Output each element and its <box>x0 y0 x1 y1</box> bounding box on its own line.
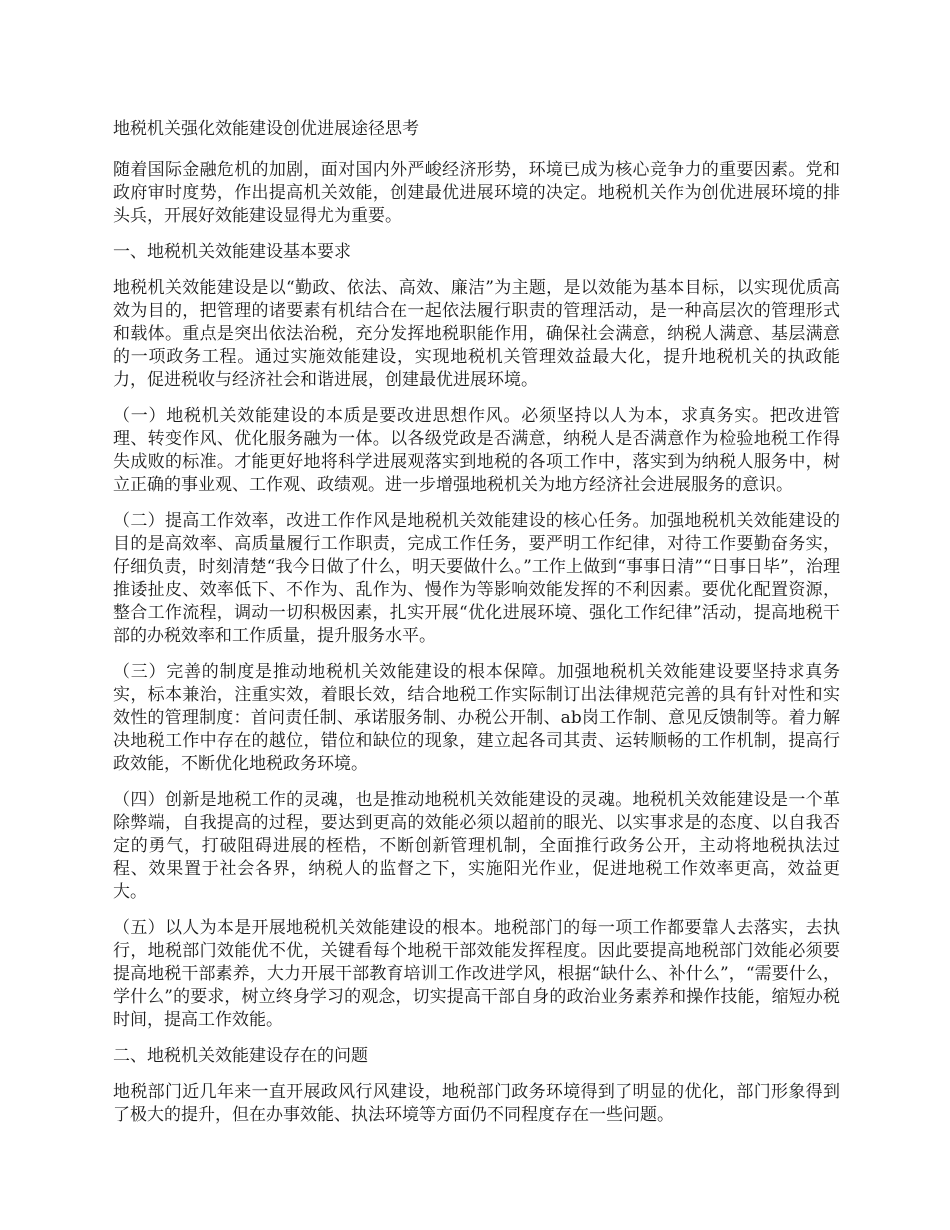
item-2-paragraph: （二）提高工作效率，改进工作作风是地税机关效能建设的核心任务。加强地税机关效能建设的目的是高效率、高质量履行工作职责，完成工作任务，要严明工作纪律，对待工作要勤奋务实，仔细负责，时刻清楚“我今日做了什么，明天要做什么。”工作上做到“事事日清”“日事日毕”，治理推诿扯皮、效率低下、不作为、乱作为、慢作为等影响效能发挥的不利因素。要优化配置资源，整合工作流程，调动一切积极因素，扎实开展“优化进展环境、强化工作纪律”活动，提高地税干部的办税效率和工作质量，提升服务水平。 <box>113 511 840 646</box>
document-title: 地税机关强化效能建设创优进展途径思考 <box>113 119 419 139</box>
section-2-paragraph: 地税部门近几年来一直开展政风行风建设，地税部门政务环境得到了明显的优化，部门形象得到了极大的提升，但在办事效能、执法环境等方面仍不同程度存在一些问题。 <box>113 1082 840 1125</box>
document-page <box>113 118 840 1140</box>
intro-paragraph: 随着国际金融危机的加剧，面对国内外严峻经济形势，环境已成为核心竞争力的重要因素。党和政府审时度势，作出提高机关效能，创建最优进展环境的决定。地税机关作为创优进展环境的排头兵，开展好效能建设显得尤为重要。 <box>113 160 840 226</box>
item-3-paragraph: （三）完善的制度是推动地税机关效能建设的根本保障。加强地税机关效能建设要坚持求真务实，标本兼治，注重实效，着眼长效，结合地税工作实际制订出法律规范完善的具有针对性和实效性的管理制度：首问责任制、承诺服务制、办税公开制、ab岗工作制、意见反馈制等。着力解决地税工作中存在的越位，错位和缺位的现象，建立起各司其责、运转顺畅的工作机制，提高行政效能，不断优化地税政务环境。 <box>113 662 840 774</box>
section-1-heading: 一、地税机关效能建设基本要求 <box>113 242 351 262</box>
item-4-paragraph: （四）创新是地税工作的灵魂，也是推动地税机关效能建设的灵魂。地税机关效能建设是一个革除弊端，自我提高的过程，要达到更高的效能必须以超前的眼光、以实事求是的态度、以自我否定的勇气，打破阻碍进展的桎梏，不断创新管理机制，全面推行政务公开，主动将地税执法过程、效果置于社会各界，纳税人的监督之下，实施阳光作业，促进地税工作效率更高，效益更大。 <box>113 790 840 902</box>
item-1-paragraph: （一）地税机关效能建设的本质是要改进思想作风。必须坚持以人为本，求真务实。把改进管理、转变作风、优化服务融为一体。以各级党政是否满意，纳税人是否满意作为检验地税工作得失成败的标准。才能更好地将科学进展观落实到地税的各项工作中，落实到为纳税人服务中，树立正确的事业观、工作观、政绩观。进一步增强地税机关为地方经济社会进展服务的意识。 <box>113 406 840 495</box>
item-5-paragraph: （五）以人为本是开展地税机关效能建设的根本。地税部门的每一项工作都要靠人去落实，去执行，地税部门效能优不优，关键看每个地税干部效能发挥程度。因此要提高地税部门效能必须要提高地税干部素养，大力开展干部教育培训工作改进学风，根据“缺什么、补什么”，“需要什么，学什么”的要求，树立终身学习的观念，切实提高干部自身的政治业务素养和操作技能，缩短办税时间，提高工作效能。 <box>113 918 840 1030</box>
section-2-heading: 二、地税机关效能建设存在的问题 <box>113 1046 368 1066</box>
section-1-paragraph: 地税机关效能建设是以“勤政、依法、高效、廉洁”为主题，是以效能为基本目标，以实现优质高效为目的，把管理的诸要素有机结合在一起依法履行职责的管理活动，是一种高层次的管理形式和载体。重点是突出依法治税，充分发挥地税职能作用，确保社会满意，纳税人满意、基层满意的一项政务工程。通过实施效能建设，实现地税机关管理效益最大化，提升地税机关的执政能力，促进税收与经济社会和谐进展，创建最优进展环境。 <box>113 278 840 390</box>
